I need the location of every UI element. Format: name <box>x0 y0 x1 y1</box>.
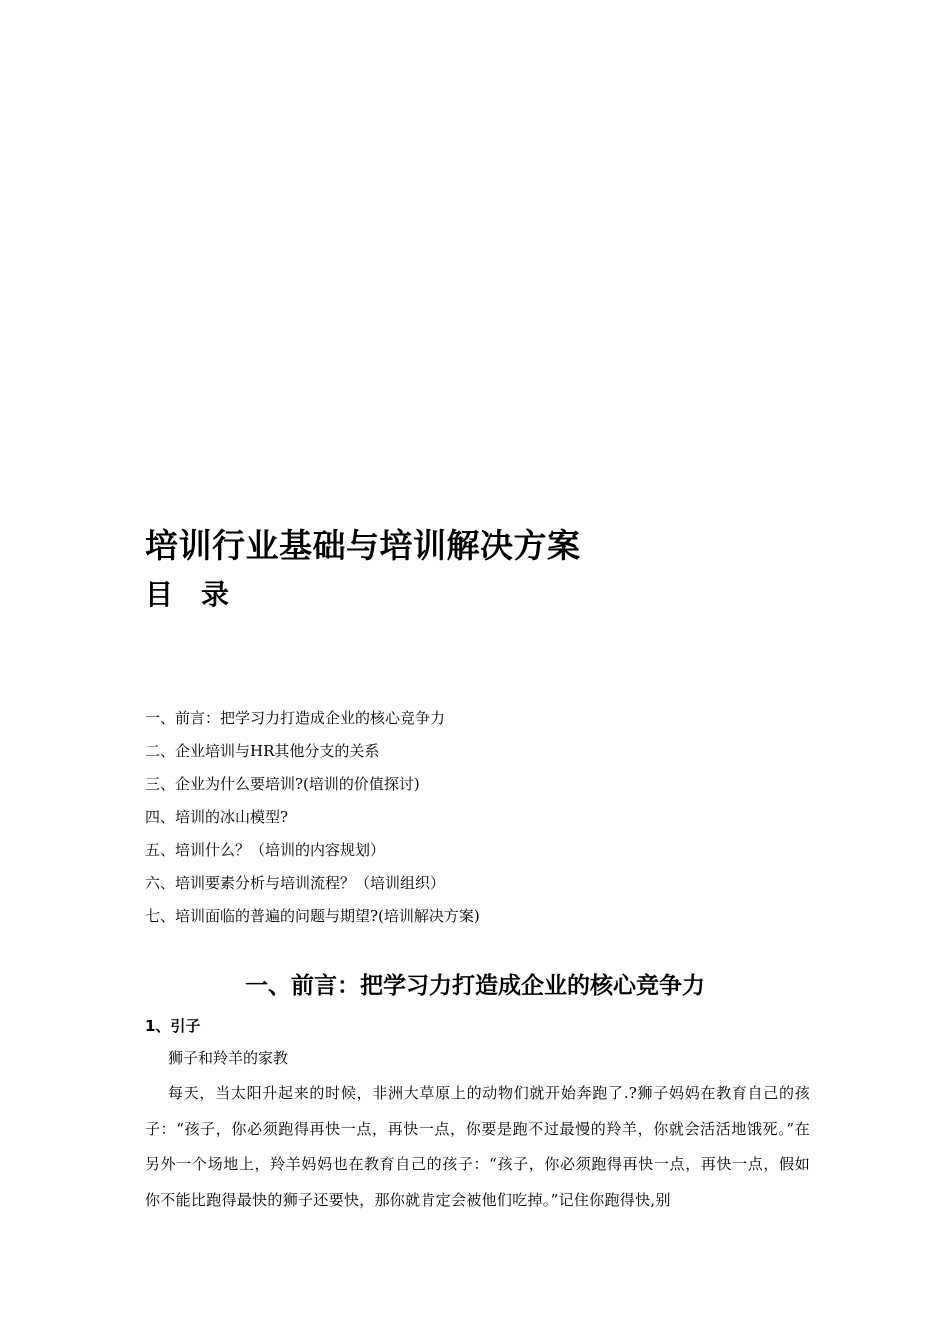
toc-heading: 目 录 <box>145 578 230 611</box>
table-of-contents <box>145 702 480 933</box>
toc-item[interactable]: 六、培训要素分析与培训流程？（培训组织） <box>145 874 446 892</box>
body-paragraph: 每天，当太阳升起来的时候，非洲大草原上的动物们就开始奔跑了.?狮子妈妈在教育自己的孩子：“孩子，你必须跑得再快一点，再快一点，你要是跑不过最慢的羚羊，你就会活活地饿死。”在另外一个场地上，羚羊妈妈也在教育自己的孩子：“孩子，你必须跑得再快一点，再快一点，假如你不能比跑得最快的狮子还要快，那你就肯定会被他们吃掉。”记住你跑得快,别 <box>145 1084 810 1209</box>
toc-item[interactable]: 二、企业培训与HR其他分支的关系 <box>145 742 380 760</box>
document-title: 培训行业基础与培训解决方案 <box>145 526 581 565</box>
toc-item[interactable]: 三、企业为什么要培训?(培训的价值探讨) <box>145 775 420 793</box>
story-title: 狮子和羚羊的家教 <box>168 1049 289 1067</box>
toc-item[interactable]: 七、培训面临的普遍的问题与期望?(培训解决方案) <box>145 907 480 925</box>
section-title <box>0 968 950 1004</box>
sub-heading: 1、引子 <box>145 1017 201 1035</box>
toc-item[interactable]: 四、培训的冰山模型? <box>145 808 289 826</box>
toc-item[interactable]: 五、培训什么？（培训的内容规划） <box>145 841 386 859</box>
section-title-text: 一、前言：把学习力打造成企业的核心竞争力 <box>245 973 705 999</box>
toc-item[interactable]: 一、前言：把学习力打造成企业的核心竞争力 <box>145 709 446 727</box>
